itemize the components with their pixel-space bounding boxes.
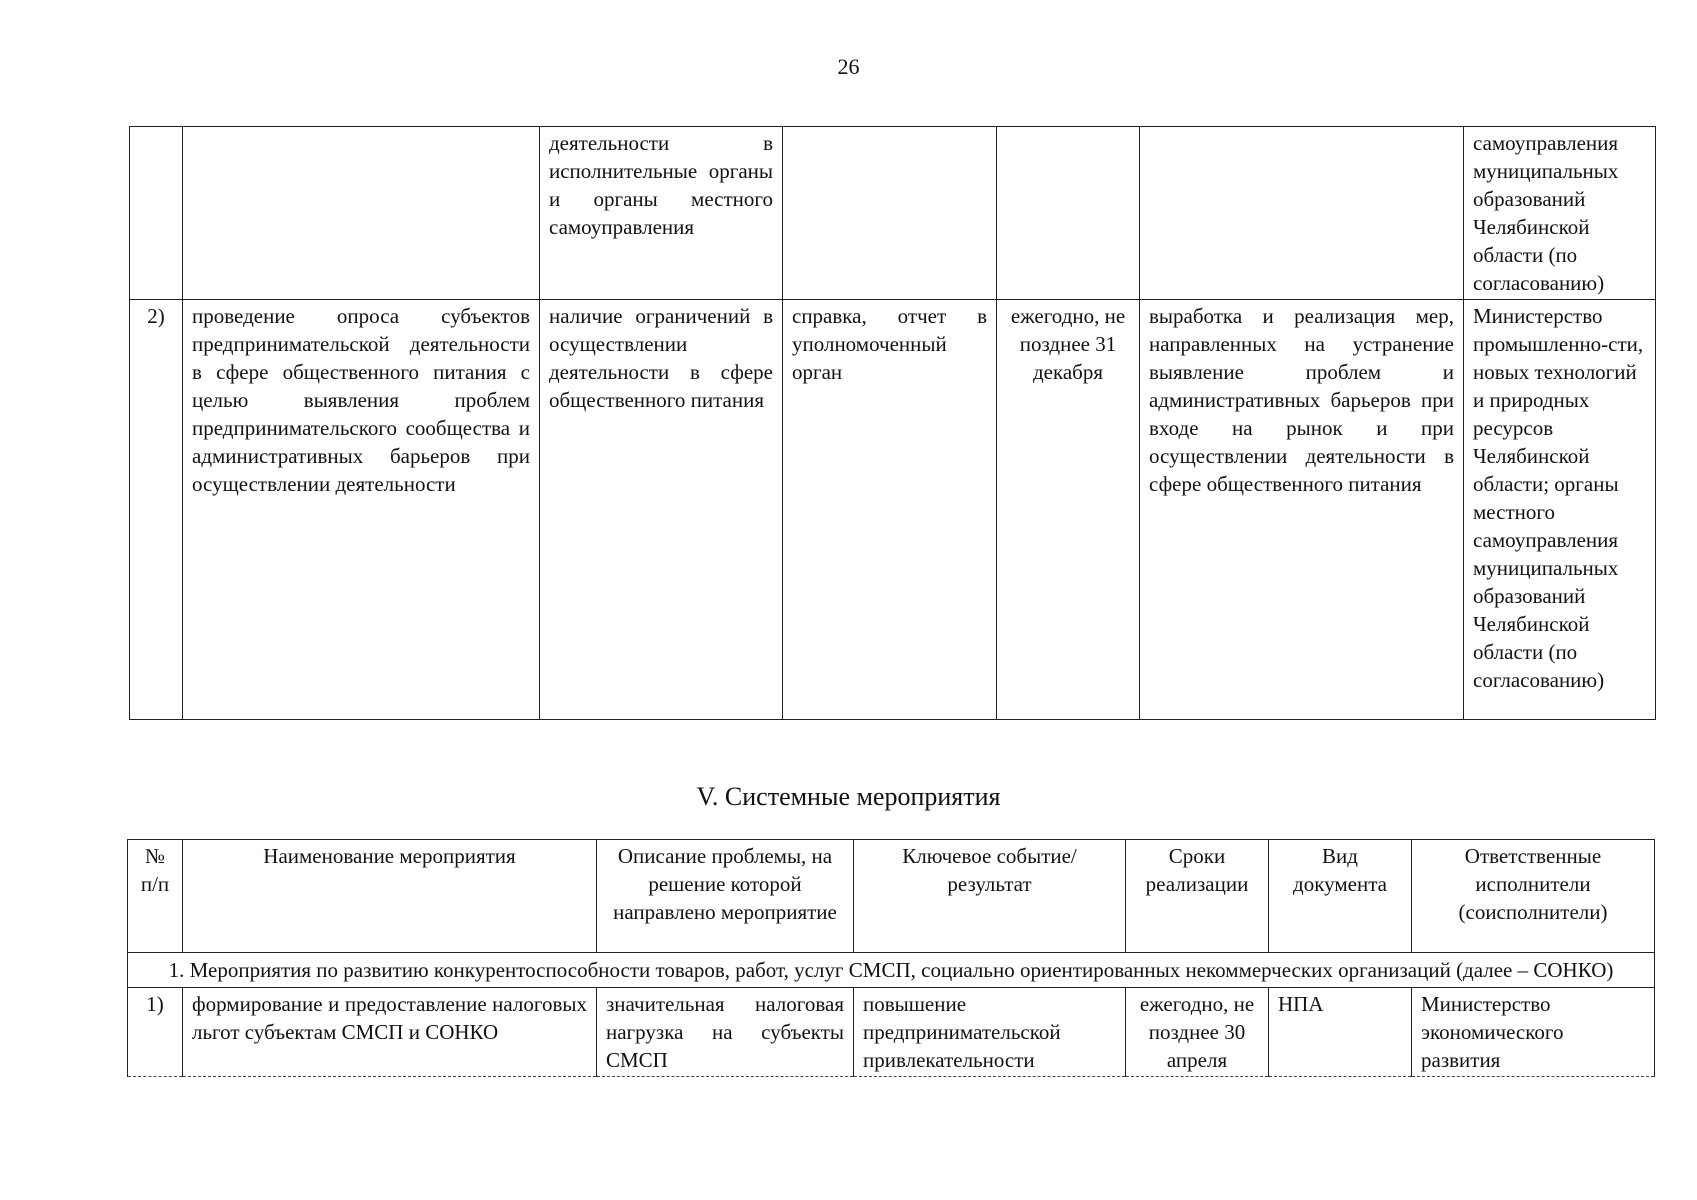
responsible-cell: Министерство промышленно-сти, новых технологий и природных ресурсов Челябинской области; органы местного самоуправления муниципальных образований Челябинской области (по согласованию) — [1464, 300, 1656, 720]
header-problem: Описание проблемы, на решение которой направлено мероприятие — [597, 840, 854, 953]
header-deadline: Сроки реализации — [1126, 840, 1269, 953]
section-title: V. Системные мероприятия — [696, 782, 1001, 811]
deadline-cell: ежегодно, не позднее 31 декабря — [997, 300, 1140, 720]
header-name: Наименование мероприятия — [183, 840, 597, 953]
table-row — [128, 988, 1655, 1077]
measures-cell: выработка и реализация мер, направленных на устранение выявление проблем и административных барьеров при входе на рынок и при осуществлении деятельности в сфере общественного питания — [1140, 300, 1464, 720]
row-number — [130, 127, 183, 300]
systemic-measures-table — [127, 839, 1655, 1077]
row-number: 2) — [130, 300, 183, 720]
problem-cell: значительная налоговая нагрузка на субъекты СМСП — [597, 988, 854, 1077]
header-row — [128, 840, 1655, 953]
row-number: 1) — [128, 988, 183, 1077]
name-cell: формирование и предоставление налоговых льгот субъектам СМСП и СОНКО — [183, 988, 597, 1077]
header-responsible: Ответственные исполнители (соисполнители) — [1412, 840, 1655, 953]
responsible-cell: Министерство экономического развития — [1412, 988, 1655, 1077]
doc-cell: НПА — [1269, 988, 1412, 1077]
header-doc: Вид документа — [1269, 840, 1412, 953]
table-row — [130, 127, 1656, 300]
header-event: Ключевое событие/ результат — [854, 840, 1126, 953]
deadline-cell — [997, 127, 1140, 300]
result-cell — [783, 127, 997, 300]
header-num: № п/п — [128, 840, 183, 953]
deadline-cell: ежегодно, не позднее 30 апреля — [1126, 988, 1269, 1077]
measures-cell — [1140, 127, 1464, 300]
page-number: 26 — [837, 54, 860, 79]
problem-cell: деятельности в исполнительные органы и органы местного самоуправления — [540, 127, 783, 300]
table-row — [130, 300, 1656, 720]
action-cell: проведение опроса субъектов предпринимательской деятельности в сфере общественного питания с целью выявления проблем предпринимательского сообщества и административных барьеров при осуществлении деятельности — [183, 300, 540, 720]
result-cell: справка, отчет в уполномоченный орган — [783, 300, 997, 720]
group-title: 1. Мероприятия по развитию конкурентоспособности товаров, работ, услуг СМСП, социально ориентированных некоммерческих организаций (далее – СОНКО) — [128, 953, 1655, 988]
action-cell — [183, 127, 540, 300]
responsible-cell: самоуправления муниципальных образований Челябинской области (по согласованию) — [1464, 127, 1656, 300]
continuation-table — [129, 126, 1656, 720]
group-row — [128, 953, 1655, 988]
problem-cell: наличие ограничений в осуществлении деятельности в сфере общественного питания — [540, 300, 783, 720]
event-cell: повышение предпринимательской привлекательности — [854, 988, 1126, 1077]
